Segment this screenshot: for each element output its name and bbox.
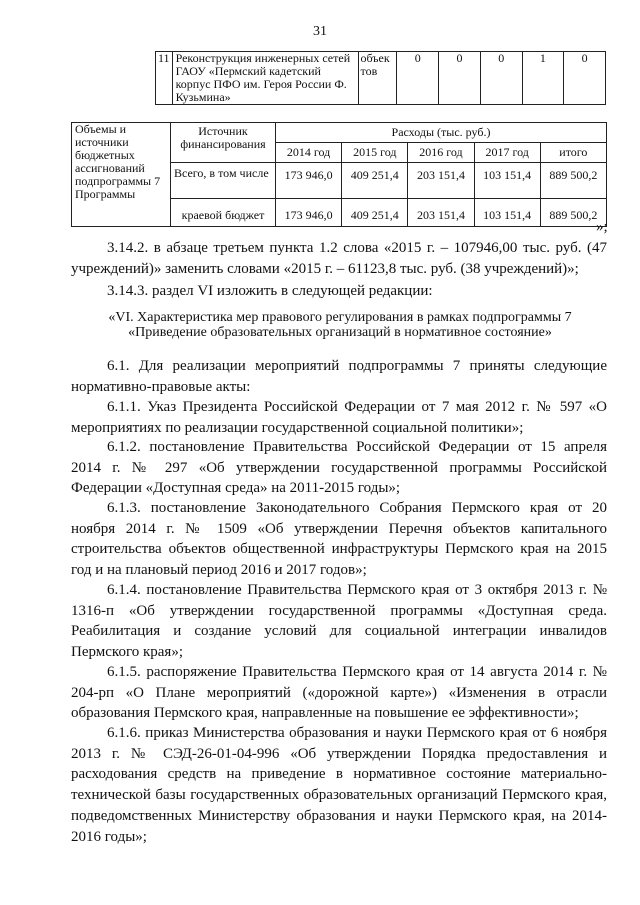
value-cell: 0 — [480, 52, 522, 105]
value-cell: 203 151,4 — [408, 163, 474, 199]
source-cell: краевой бюджет — [171, 199, 276, 227]
paragraph-6-1: 6.1. Для реализации мероприятий подпрограммы 7 приняты следующие нормативно-правовые акты: — [71, 358, 607, 395]
value-cell: 409 251,4 — [342, 199, 408, 227]
value-cell: 0 — [397, 52, 439, 105]
unit-cell: объек тов — [358, 52, 397, 105]
paragraph-3-14-3: 3.14.3. раздел VI изложить в следующей редакции: — [107, 283, 433, 299]
value-cell: 173 946,0 — [276, 199, 342, 227]
paragraph-6-1-2: 6.1.2. постановление Правительства Российской Федерации от 15 апреля 2014 г. № 297 «Об утверждении государственной программы Российской Федерации «Доступная среда» на 2011-2015 годы»; — [71, 439, 607, 497]
value-cell: 889 500,2 — [540, 163, 606, 199]
source-header: Источник финансирования — [171, 123, 276, 163]
row-number: 11 — [156, 52, 173, 105]
page-number: 31 — [313, 24, 327, 39]
value-cell: 0 — [439, 52, 481, 105]
paragraph-6-1-6: 6.1.6. приказ Министерства образования и науки Пермского края от 6 ноября 2013 г. № СЭД-26-01-04-996 «Об утверждении Порядка предоставления и расходования средств на приведение в нормативное состояние материально-технической базы государственных образовательных организаций Пермского края, подведомственных Министерству образования и науки Пермского края, на 2014-2016 годы»; — [71, 725, 607, 845]
source-cell: Всего, в том числе — [171, 163, 276, 199]
year-header: 2017 год — [474, 143, 540, 163]
paragraph-6-1-1: 6.1.1. Указ Президента Российской Федерации от 7 мая 2012 г. № 597 «О мероприятиях по реализации государственной социальной политики»; — [71, 399, 607, 436]
closing-quote-mark: »; — [596, 219, 608, 235]
year-header: 2016 год — [408, 143, 474, 163]
value-cell: 103 151,4 — [474, 163, 540, 199]
value-cell: 203 151,4 — [408, 199, 474, 227]
object-name: Реконструкция инженерных сетей ГАОУ «Пермский кадетский корпус ПФО им. Героя России Ф. Кузьмина» — [172, 52, 358, 105]
paragraph-6-1-4: 6.1.4. постановление Правительства Пермского края от 3 октября 2013 г. № 1316-п «Об утверждении государственной программы «Доступная среда. Реабилитация и создание условий для социальной интеграции инвалидов Пермского края»; — [71, 582, 607, 661]
paragraph-3-14-2: 3.14.2. в абзаце третьем пункта 1.2 слова «2015 г. – 107946,00 тыс. руб. (47 учреждений)» заменить словами «2015 г. – 61123,8 тыс. руб. (38 учреждений)»; — [71, 240, 607, 277]
costs-header: Расходы (тыс. руб.) — [276, 123, 607, 143]
paragraph-6-1-3: 6.1.3. постановление Законодательного Собрания Пермского края от 20 ноября 2014 г. № 1509 «Об утверждении Перечня объектов капитального строительства объектов общественной инфраструктуры Пермского края на 2015 год и на плановый период 2016 и 2017 годов»; — [71, 500, 607, 579]
value-cell: 1 — [522, 52, 564, 105]
value-cell: 0 — [564, 52, 606, 105]
year-header: 2014 год — [276, 143, 342, 163]
table-row — [72, 123, 607, 143]
value-cell: 409 251,4 — [342, 163, 408, 199]
year-header: итого — [540, 143, 606, 163]
finance-label: Объемы и источники бюджетных ассигнований подпрограммы 7 Программы — [72, 123, 171, 227]
objects-table — [155, 51, 606, 105]
section-heading: «VI. Характеристика мер правового регулирования в рамках подпрограммы 7 «Приведение образовательных организаций в нормативное состояние» — [108, 310, 572, 340]
finance-table — [71, 122, 607, 227]
value-cell: 173 946,0 — [276, 163, 342, 199]
year-header: 2015 год — [342, 143, 408, 163]
paragraph-6-1-5: 6.1.5. распоряжение Правительства Пермского края от 14 августа 2014 г. № 204-рп «О Плане мероприятий («дорожной карте») «Изменения в отрасли образования Пермского края, направленные на повышение ее эффективности»; — [71, 664, 607, 722]
value-cell: 103 151,4 — [474, 199, 540, 227]
value-cell: 889 500,2 — [540, 199, 606, 227]
table-row — [156, 52, 606, 105]
